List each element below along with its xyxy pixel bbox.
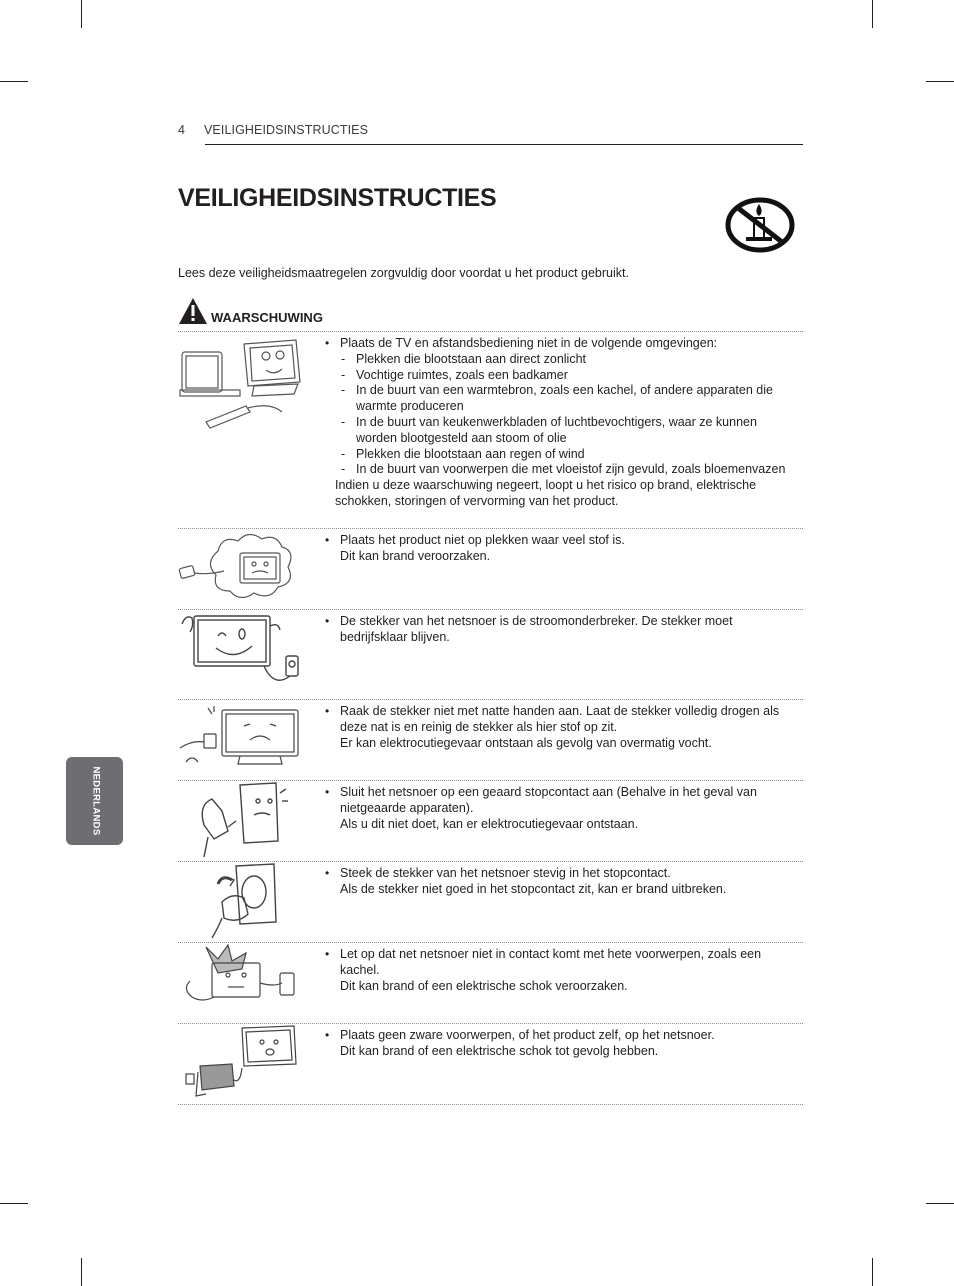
header-section-title: VEILIGHEIDSINSTRUCTIES: [204, 123, 369, 137]
list-item: • Plaats de TV en afstandsbediening niet in de volgende omgevingen:: [325, 336, 718, 350]
row-content: [325, 336, 790, 510]
safety-row: [178, 331, 803, 528]
sub-list-item: - In de buurt van keukenwerkbladen of luchtbevochtigers, waar ze kunnen worden blootgesteld aan stoom of olie: [341, 414, 757, 445]
row-content: [325, 533, 790, 565]
wet-hands-illustration: [178, 700, 310, 778]
plug-insertion-illustration: [178, 862, 310, 940]
header-rule: [205, 144, 803, 145]
dust-illustration: [178, 529, 310, 605]
language-tab-label: NEDERLANDS: [90, 766, 102, 836]
crop-mark: [926, 1203, 954, 1204]
sub-list-item: - In de buurt van een warmtebron, zoals een kachel, of andere apparaten die warmte produceren: [341, 383, 773, 414]
grounded-outlet-illustration: [178, 781, 310, 859]
sub-list-item: - In de buurt van voorwerpen die met vloeistof zijn gevuld, zoals bloemenvazen: [341, 462, 786, 477]
warning-label: WAARSCHUWING: [211, 310, 323, 325]
row-content: [325, 785, 790, 832]
crop-mark: [0, 81, 28, 82]
crop-mark: [81, 0, 82, 28]
power-plug-illustration: [178, 610, 310, 694]
tv-environment-illustration: [178, 332, 310, 432]
safety-row: [178, 942, 803, 1023]
row-note: Als de stekker niet goed in het stopcontact zit, kan er brand uitbreken.: [340, 881, 727, 896]
page-title: VEILIGHEIDSINSTRUCTIES: [178, 184, 497, 212]
row-content: [325, 1028, 790, 1060]
list-item: • Plaats geen zware voorwerpen, of het product zelf, op het netsnoer.: [325, 1028, 715, 1042]
warning-triangle-icon: [178, 297, 208, 325]
page-number: 4: [178, 123, 185, 137]
safety-table: [178, 331, 803, 1105]
safety-row: [178, 609, 803, 699]
row-content: [325, 704, 790, 751]
sub-list-item: - Plekken die blootstaan aan direct zonlicht: [341, 351, 587, 366]
row-note: Als u dit niet doet, kan er elektrocutiegevaar ontstaan.: [340, 816, 639, 831]
warning-consequence: Indien u deze waarschuwing negeert, loopt u het risico op brand, elektrische schokken, storingen of vervorming van het product.: [335, 478, 757, 508]
hot-object-illustration: [178, 943, 310, 1021]
row-note: Dit kan brand of een elektrische schok tot gevolg hebben.: [340, 1043, 659, 1058]
intro-text: Lees deze veiligheidsmaatregelen zorgvuldig door voordat u het product gebruikt.: [178, 266, 629, 280]
list-item: • De stekker van het netsnoer is de stroomonderbreker. De stekker moet bedrijfsklaar blijven.: [325, 614, 733, 644]
safety-row: [178, 699, 803, 780]
safety-row: [178, 528, 803, 609]
crop-mark: [872, 0, 873, 28]
row-note: Er kan elektrocutiegevaar ontstaan als gevolg van overmatig vocht.: [340, 735, 712, 750]
row-note: Dit kan brand of een elektrische schok veroorzaken.: [340, 978, 628, 993]
crop-mark: [81, 1258, 82, 1286]
list-item: • Sluit het netsnoer op een geaard stopcontact aan (Behalve in het geval van nietgeaarde apparaten).: [325, 785, 757, 815]
no-open-flame-icon: [724, 196, 796, 254]
list-item: • Steek de stekker van het netsnoer stevig in het stopcontact.: [325, 866, 671, 880]
crop-mark: [926, 81, 954, 82]
row-content: [325, 866, 790, 898]
sub-list-item: - Plekken die blootstaan aan regen of wind: [341, 446, 585, 461]
crop-mark: [872, 1258, 873, 1286]
heavy-object-illustration: [178, 1024, 310, 1102]
language-tab: [66, 757, 123, 845]
row-content: [325, 947, 790, 994]
safety-row: [178, 861, 803, 942]
list-item: • Let op dat net netsnoer niet in contact komt met hete voorwerpen, zoals een kachel.: [325, 947, 762, 977]
safety-row: [178, 780, 803, 861]
row-note: Dit kan brand veroorzaken.: [340, 548, 491, 563]
list-item: • Raak de stekker niet met natte handen aan. Laat de stekker volledig drogen als deze nat is en reinig de stekker als hier stof op zit.: [325, 704, 780, 734]
sub-list-item: - Vochtige ruimtes, zoals een badkamer: [341, 367, 568, 382]
row-content: [325, 614, 790, 646]
list-item: • Plaats het product niet op plekken waar veel stof is.: [325, 533, 625, 547]
crop-mark: [0, 1203, 28, 1204]
safety-row: [178, 1023, 803, 1105]
